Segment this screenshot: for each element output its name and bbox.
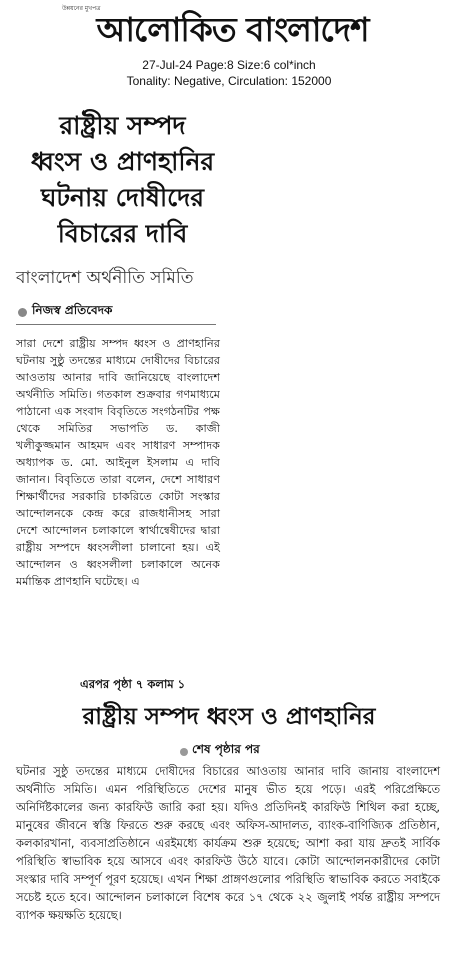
headline-line: ধ্বংস ও প্রাণহানির bbox=[30, 147, 215, 176]
bullet-icon bbox=[180, 748, 188, 756]
divider bbox=[16, 324, 216, 325]
blank-column bbox=[228, 96, 450, 686]
newspaper-masthead: আলোকিত বাংলাদেশ bbox=[96, 10, 369, 49]
continuation-body: ঘটনার সুষ্ঠু তদন্তের মাধ্যমে দোষীদের বিচারের আওতায় আনার দাবি জানায় বাংলাদেশ অর্থনীতি সমিতি। এমন পরিস্থিতিতে দেশের মানুষ ভীত হয়ে পড়ে। এরই পরিপ্রেক্ষিতে অনির্দিষ্টকালের জন্য কারফিউ জারি করা হয়। যদিও প্রতিদিনই কারফিউ শিথিল করা হচ্ছে, মানুষের জীবনে স্বস্তি ফিরতে শুরু করছে এবং অফিস-আদালত, ব্যাংক-বাণিজ্যিক প্রতিষ্ঠান, কলকারখানা, ব্যবসাপ্রতিষ্ঠানে এরইমধ্যে কার্যক্রম শুরু হয়েছে; আশা করা যায় দ্রুতই সার্বিক পরিস্থিতি স্বাভাবিক হয়ে আসবে এবং কারফিউ উঠে যাবে। কোটা আন্দোলনকারীদের কোটা সংস্কার দাবি সম্পূর্ণ পূরণ হয়েছে। এখন শিক্ষা প্রাঙ্গণগুলোর পরিস্থিতি স্বাভাবিক করতে সবাইকে সচেষ্ট হতে হবে। আন্দোলন চলাকালে বিশেষ করে ১৭ থেকে ২২ জুলাই পর্যন্ত রাষ্ট্রীয় সম্পদে ব্যাপক ক্ষয়ক্ষতি হয়েছে। bbox=[16, 764, 440, 922]
clipping-meta-line1: 27-Jul-24 Page:8 Size:6 col*inch bbox=[142, 58, 316, 72]
continued-on-label: এরপর পৃষ্ঠা ৭ কলাম ১ bbox=[80, 677, 186, 691]
article-body: সারা দেশে রাষ্ট্রীয় সম্পদ ধ্বংস ও প্রাণহানির ঘটনায় সুষ্ঠু তদন্তের মাধ্যমে দোষীদের বিচারের আওতায় আনার দাবি জানিয়েছে বাংলাদেশ অর্থনীতি সমিতি। গতকাল শুক্রবার গণমাধ্যমে পাঠানো এক সংবাদ বিবৃতিতে সংগঠনটির পক্ষ থেকে সমিতির সভাপতি ড. কাজী খলীকুজ্জমান আহমদ এবং সাধারণ সম্পাদক অধ্যাপক ড. মো. আইনুল ইসলাম এ দাবি জানান। বিবৃতিতে তারা বলেন, দেশে সাধারণ শিক্ষার্থীদের সরকারি চাকরিতে কোটা সংস্কার আন্দোলনকে কেন্দ্র করে রাজধানীসহ সারা দেশে আন্দোলন চলাকালে স্বার্থান্বেষীদের দ্বারা রাষ্ট্রীয় সম্পদে ধ্বংসলীলা চালানো হয়। এই আন্দোলন ও ধ্বংসলীলা চলাকালে অনেক মর্মান্তিক প্রাণহানি ঘটেছে। এ bbox=[16, 337, 220, 588]
continuation-headline: রাষ্ট্রীয় সম্পদ ধ্বংস ও প্রাণহানির bbox=[82, 704, 376, 730]
headline-line: রাষ্ট্রীয় সম্পদ bbox=[59, 111, 186, 140]
headline-line: ঘটনায় দোষীদের bbox=[40, 183, 205, 212]
article-headline bbox=[10, 100, 235, 260]
continuation-tag: শেষ পৃষ্ঠার পর bbox=[192, 742, 260, 756]
bullet-icon bbox=[18, 308, 27, 317]
article-byline: নিজস্ব প্রতিবেদক bbox=[32, 303, 113, 317]
headline-line: বিচারের দাবি bbox=[57, 219, 188, 248]
masthead-tagline: উন্নয়নের মুখপত্র bbox=[62, 5, 101, 12]
clipping-meta-line2: Tonality: Negative, Circulation: 152000 bbox=[126, 74, 332, 88]
article-subhead: বাংলাদেশ অর্থনীতি সমিতি bbox=[16, 268, 194, 288]
